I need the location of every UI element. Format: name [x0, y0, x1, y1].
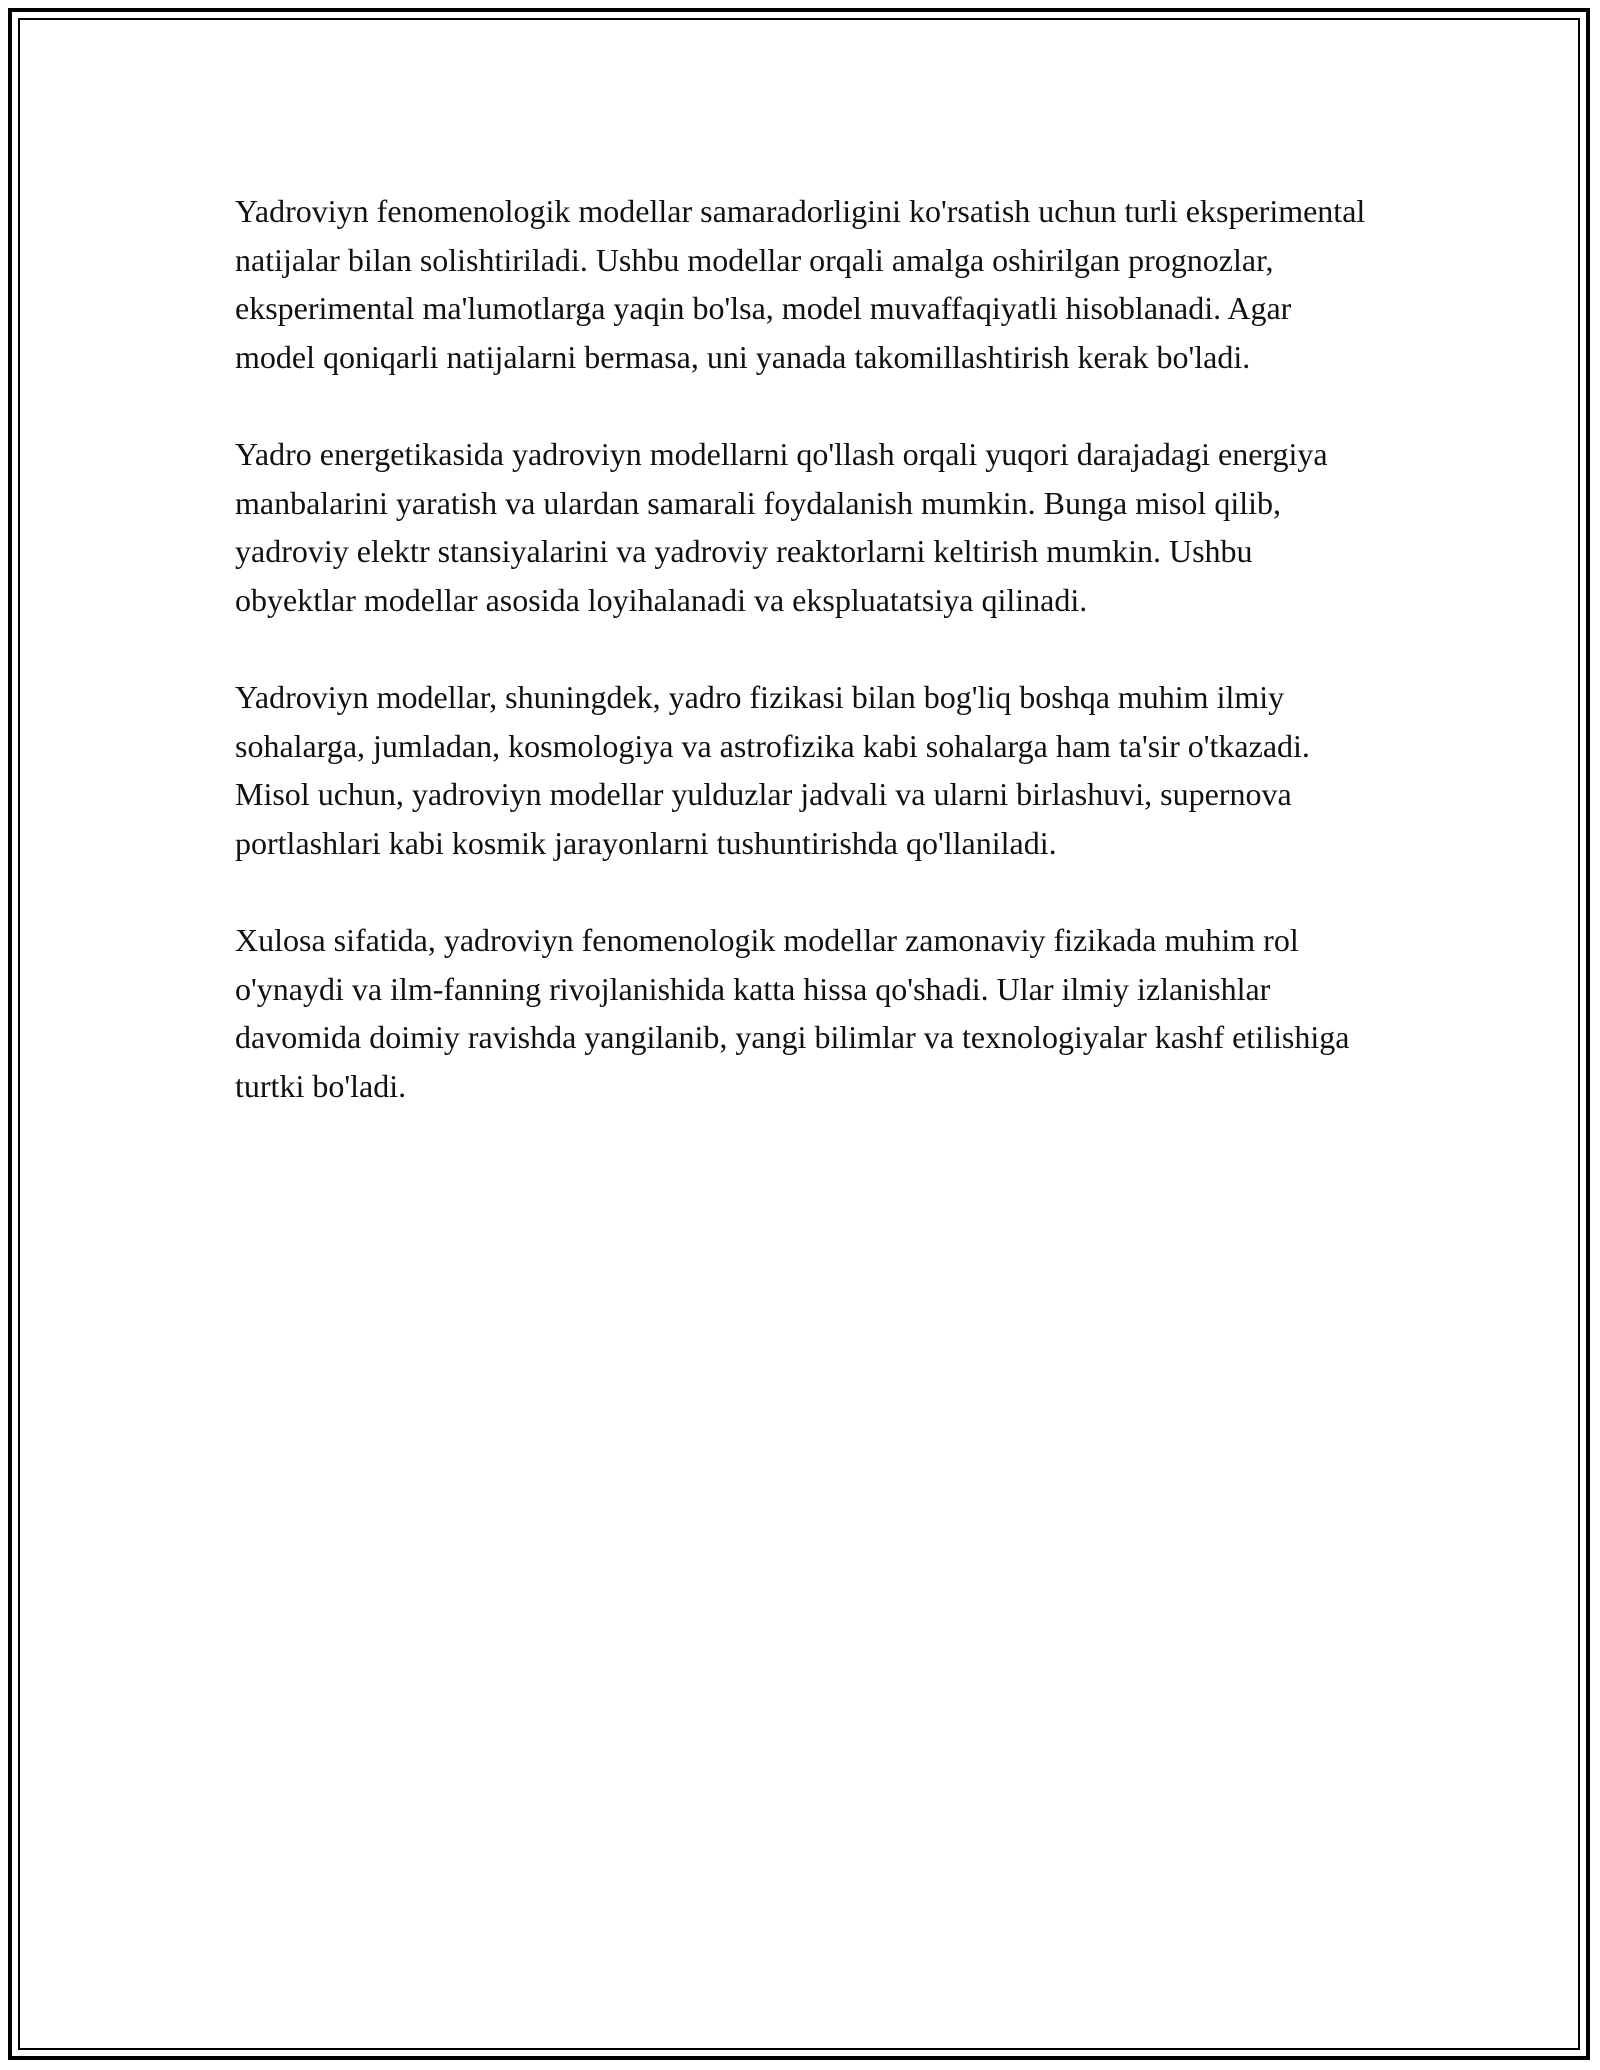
paragraph-3: Yadroviyn modellar, shuningdek, yadro fizikasi bilan bog'liq boshqa muhim ilmiy sohalarga, jumladan, kosmologiya va astrofizika kabi sohalarga ham ta'sir o'tkazadi. Misol uchun, yadroviyn modellar yulduzlar jadvali va ularni birlashuvi, supernova portlashlari kabi kosmik jarayonlarni tushuntirishda qo'llaniladi. [235, 678, 1310, 861]
paragraph-1: Yadroviyn fenomenologik modellar samaradorligini ko'rsatish uchun turli eksperimental natijalar bilan solishtiriladi. Ushbu modellar orqali amalga oshirilgan prognozlar, eksperimental ma'lumotlarga yaqin bo'lsa, model muvaffaqiyatli hisoblanadi. Agar model qoniqarli natijalarni bermasa, uni yanada takomillashtirish kerak bo'ladi. [235, 193, 1366, 375]
paragraph-2: Yadro energetikasida yadroviyn modellarni qo'llash orqali yuqori darajadagi energiya manbalarini yaratish va ulardan samarali foydalanish mumkin. Bunga misol qilib, yadroviy elektr stansiyalarini va yadroviy reaktorlarni keltirish mumkin. Ushbu obyektlar modellar asosida loyihalanadi va ekspluatatsiya qilinadi. [235, 435, 1328, 618]
paragraph-4: Xulosa sifatida, yadroviyn fenomenologik modellar zamonaviy fizikada muhim rol o'ynaydi va ilm-fanning rivojlanishida katta hissa qo'shadi. Ular ilmiy izlanishlar davomida doimiy ravishda yangilanib, yangi bilimlar va texnologiyalar kashf etilishiga turtki bo'ladi. [235, 921, 1350, 1104]
document-body [235, 187, 1375, 1159]
